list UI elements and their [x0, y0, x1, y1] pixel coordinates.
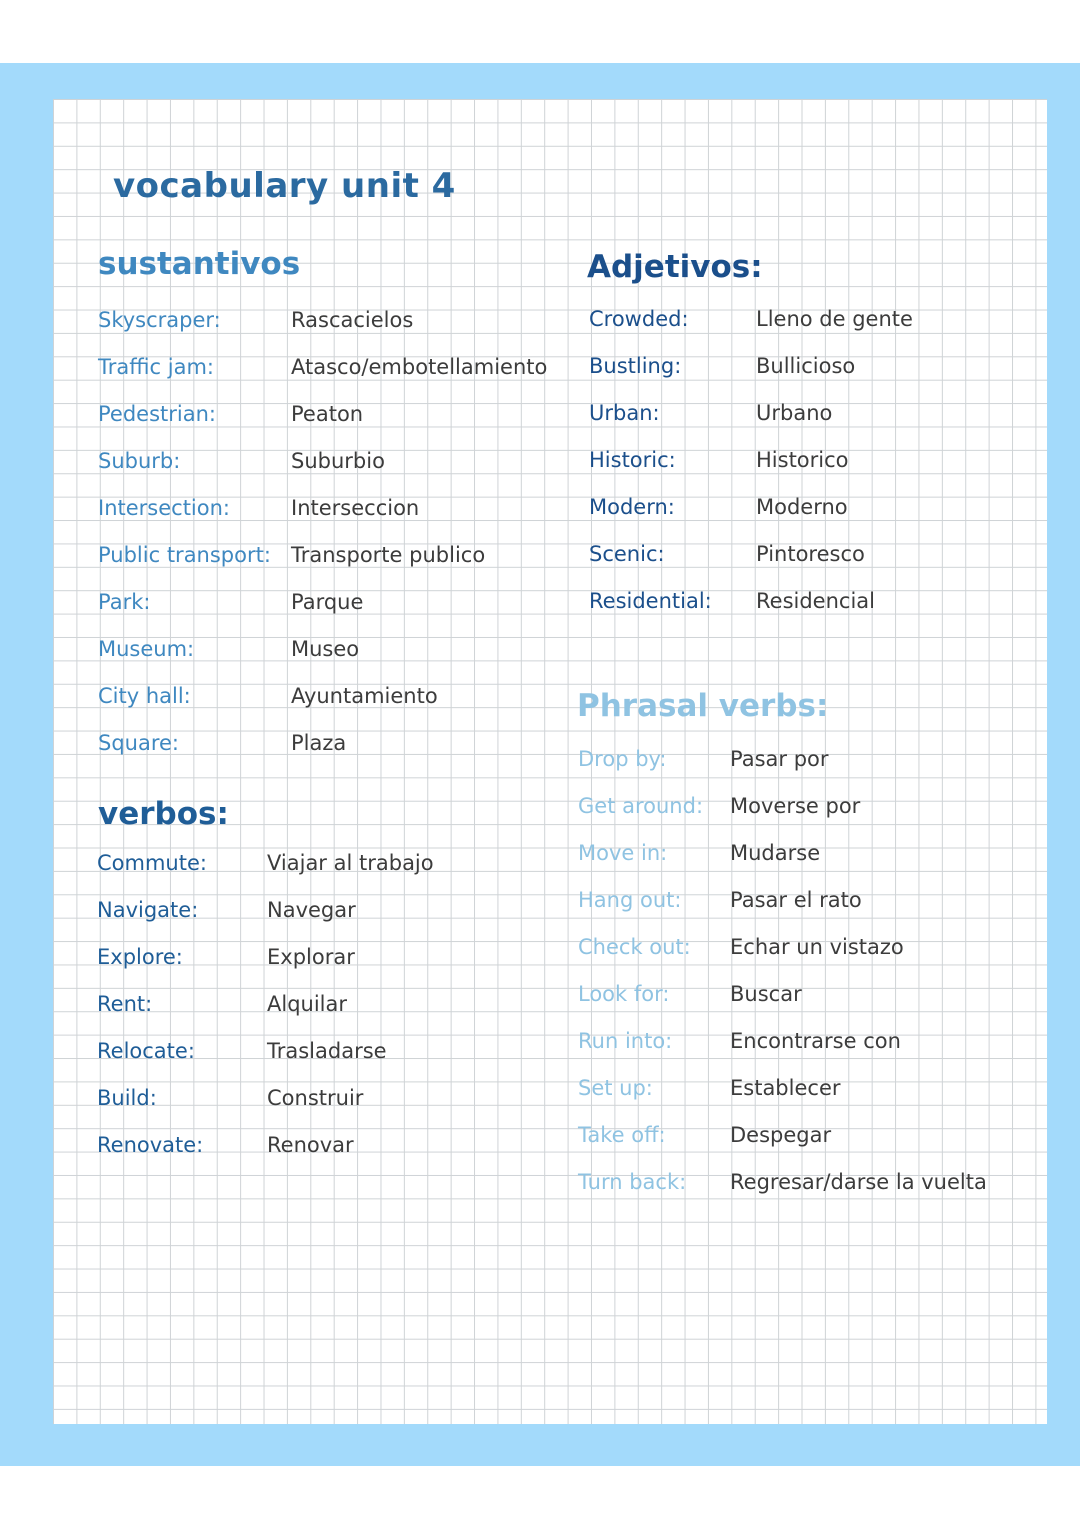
- verbos-term: Relocate:: [97, 1039, 195, 1063]
- phrasal-term: Check out:: [578, 935, 691, 959]
- verbos-definition: Alquilar: [267, 992, 348, 1016]
- adjetivos-term: Historic:: [589, 448, 676, 472]
- verbos-definition: Navegar: [267, 898, 356, 922]
- phrasal-term: Set up:: [578, 1076, 653, 1100]
- adjetivos-term: Crowded:: [589, 307, 689, 331]
- sustantivos-term: Skyscraper:: [98, 308, 221, 332]
- verbos-definition: Renovar: [267, 1133, 354, 1157]
- verbos-definition: Explorar: [267, 945, 355, 969]
- sustantivos-term: Suburb:: [98, 449, 181, 473]
- sustantivos-term: Museum:: [98, 637, 195, 661]
- sustantivos-definition: Museo: [291, 637, 360, 661]
- phrasal-definition: Pasar el rato: [730, 888, 862, 912]
- verbos-definition: Viajar al trabajo: [267, 851, 434, 875]
- verbos-term: Build:: [97, 1086, 157, 1110]
- phrasal-term: Look for:: [578, 982, 670, 1006]
- sustantivos-term: Public transport:: [98, 543, 271, 567]
- adjetivos-definition: Urbano: [756, 401, 833, 425]
- phrasal-term: Take off:: [578, 1123, 666, 1147]
- verbos-term: Renovate:: [97, 1133, 204, 1157]
- adjetivos-definition: Bullicioso: [756, 354, 856, 378]
- verbos-term: Commute:: [97, 851, 207, 875]
- sustantivos-term: Intersection:: [98, 496, 230, 520]
- sustantivos-term: Park:: [98, 590, 151, 614]
- adjetivos-definition: Lleno de gente: [756, 307, 913, 331]
- phrasal-term: Run into:: [578, 1029, 673, 1053]
- sustantivos-term: City hall:: [98, 684, 191, 708]
- adjetivos-definition: Moderno: [756, 495, 848, 519]
- sustantivos-definition: Peaton: [291, 402, 364, 426]
- phrasal-definition: Moverse por: [730, 794, 861, 818]
- adjetivos-definition: Historico: [756, 448, 849, 472]
- sustantivos-term: Square:: [98, 731, 180, 755]
- phrasal-term: Move in:: [578, 841, 668, 865]
- phrasal-verbs-heading: Phrasal verbs:: [577, 688, 829, 724]
- verbos-definition: Trasladarse: [267, 1039, 387, 1063]
- phrasal-term: Get around:: [578, 794, 704, 818]
- phrasal-definition: Establecer: [730, 1076, 841, 1100]
- sustantivos-definition: Ayuntamiento: [291, 684, 438, 708]
- sustantivos-definition: Suburbio: [291, 449, 385, 473]
- verbos-term: Navigate:: [97, 898, 199, 922]
- adjetivos-heading: Adjetivos:: [587, 249, 763, 285]
- page-title: vocabulary unit 4: [113, 166, 456, 206]
- grid-paper: [53, 99, 1047, 1424]
- phrasal-definition: Regresar/darse la vuelta: [730, 1170, 987, 1194]
- sustantivos-definition: Parque: [291, 590, 364, 614]
- phrasal-definition: Despegar: [730, 1123, 832, 1147]
- sustantivos-term: Traffic jam:: [98, 355, 215, 379]
- adjetivos-term: Scenic:: [589, 542, 665, 566]
- phrasal-definition: Pasar por: [730, 747, 829, 771]
- verbos-term: Rent:: [97, 992, 153, 1016]
- sustantivos-heading: sustantivos: [98, 246, 301, 282]
- adjetivos-term: Bustling:: [589, 354, 682, 378]
- sustantivos-term: Pedestrian:: [98, 402, 216, 426]
- sustantivos-definition: Rascacielos: [291, 308, 414, 332]
- phrasal-term: Hang out:: [578, 888, 682, 912]
- sustantivos-definition: Interseccion: [291, 496, 420, 520]
- adjetivos-term: Modern:: [589, 495, 675, 519]
- verbos-term: Explore:: [97, 945, 183, 969]
- phrasal-definition: Buscar: [730, 982, 802, 1006]
- phrasal-definition: Encontrarse con: [730, 1029, 901, 1053]
- sustantivos-definition: Plaza: [291, 731, 347, 755]
- phrasal-term: Turn back:: [578, 1170, 687, 1194]
- phrasal-definition: Mudarse: [730, 841, 821, 865]
- verbos-definition: Construir: [267, 1086, 364, 1110]
- phrasal-term: Drop by:: [578, 747, 667, 771]
- verbos-heading: verbos:: [98, 796, 229, 832]
- adjetivos-term: Urban:: [589, 401, 660, 425]
- adjetivos-definition: Pintoresco: [756, 542, 865, 566]
- adjetivos-definition: Residencial: [756, 589, 875, 613]
- sustantivos-definition: Transporte publico: [291, 543, 486, 567]
- adjetivos-term: Residential:: [589, 589, 712, 613]
- sustantivos-definition: Atasco/embotellamiento: [291, 355, 548, 379]
- phrasal-definition: Echar un vistazo: [730, 935, 904, 959]
